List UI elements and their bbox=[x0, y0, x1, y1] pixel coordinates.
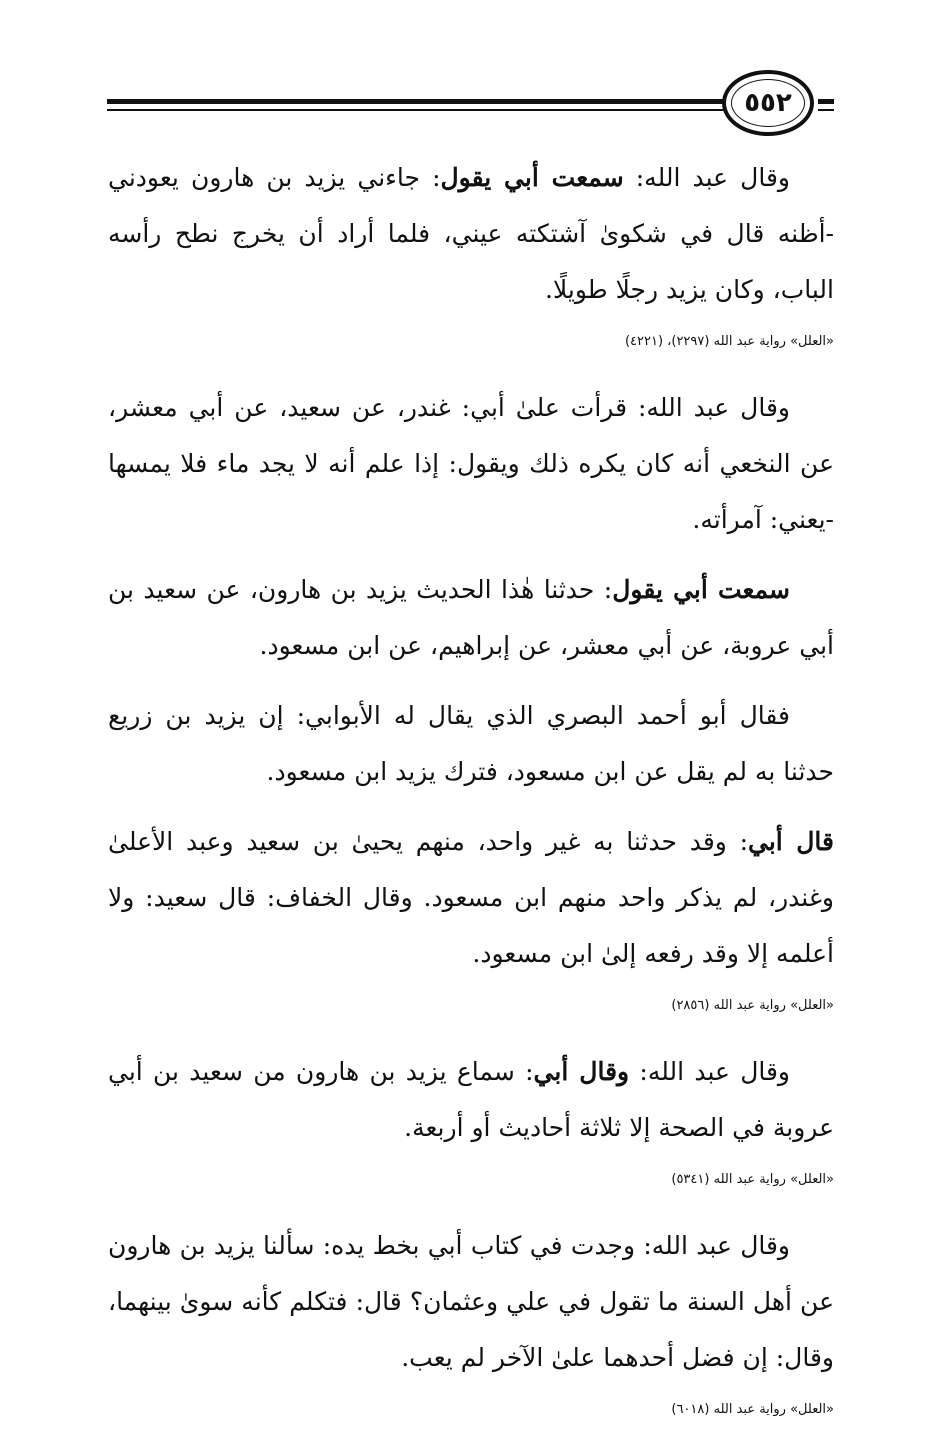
source-citation: «العلل» رواية عبد الله (٥٣٤١) bbox=[671, 1172, 834, 1187]
paragraph-text: : حدثنا هٰذا الحديث يزيد بن هارون، عن سعيد بن أبي عروبة، عن أبي معشر، عن إبراهيم، عن ابن مسعود. bbox=[108, 575, 834, 660]
paragraph-lead: وقال عبد الله: bbox=[629, 1057, 791, 1086]
paragraph bbox=[108, 380, 834, 548]
paragraph-text: فقال أبو أحمد البصري الذي يقال له الأبوابي: إن يزيد بن زريع حدثنا به لم يقل عن ابن مسعود، فترك يزيد ابن مسعود. bbox=[108, 701, 834, 786]
paragraph-bold-lead: سمعت أبي يقول bbox=[440, 163, 624, 192]
source-citation: «العلل» رواية عبد الله (٦٠١٨) bbox=[671, 1402, 834, 1417]
paragraph-text: : جاءني يزيد بن هارون يعودني -أظنه قال في شكوىٰ آشتكته عيني، فلما أراد أن يخرج نطح رأسه الباب، وكان يزيد رجلًا طويلًا. bbox=[108, 163, 834, 304]
paragraph-lead: وقال عبد الله: bbox=[623, 163, 790, 192]
paragraph-text: : سماع يزيد بن هارون من سعيد بن أبي عروبة في الصحة إلا ثلاثة أحاديث أو أربعة. bbox=[108, 1057, 834, 1142]
paragraph-text: وقال عبد الله: قرأت علىٰ أبي: غندر، عن سعيد، عن أبي معشر، عن النخعي أنه كان يكره ذلك ويقول: إذا علم أنه لا يجد ماء فلا يمسها -يعني: آمرأته. bbox=[108, 393, 834, 534]
header-rule-right-thick bbox=[818, 99, 834, 104]
header-rule-thick bbox=[107, 99, 724, 104]
paragraph-text: : وقد حدثنا به غير واحد، منهم يحيىٰ بن سعيد وعبد الأعلىٰ وغندر، لم يذكر واحد منهم ابن مسعود. وقال الخفاف: قال سعيد: ولا أعلمه إلا وقد رفعه إلىٰ ابن مسعود. bbox=[108, 827, 834, 968]
source-citation: «العلل» رواية عبد الله (٢٨٥٦) bbox=[671, 998, 834, 1013]
paragraph bbox=[108, 814, 834, 982]
paragraph bbox=[108, 688, 834, 800]
page-number: ٥٥٢ bbox=[744, 88, 792, 118]
paragraph bbox=[108, 1218, 834, 1386]
source-citation: «العلل» رواية عبد الله (٢٢٩٧)، (٤٢٢١) bbox=[624, 334, 834, 349]
paragraph-bold-lead: سمعت أبي يقول bbox=[612, 575, 791, 604]
paragraph bbox=[108, 1044, 834, 1156]
paragraph bbox=[108, 562, 834, 674]
header-rule-right-thin bbox=[818, 109, 834, 111]
page-body bbox=[108, 150, 834, 1448]
page-number-badge bbox=[722, 70, 814, 136]
paragraph bbox=[108, 150, 834, 318]
paragraph-bold-lead: قال أبي bbox=[748, 827, 834, 856]
header-rule-thin bbox=[107, 109, 724, 111]
paragraph-bold-lead: وقال أبي bbox=[533, 1057, 630, 1086]
paragraph-text: وقال عبد الله: وجدت في كتاب أبي بخط يده: سألنا يزيد بن هارون عن أهل السنة ما تقول في علي وعثمان؟ قال: فتكلم كأنه سوىٰ بينهما، وقال: إن فضل أحدهما علىٰ الآخر لم يعب. bbox=[108, 1231, 834, 1372]
page-header bbox=[0, 0, 930, 140]
